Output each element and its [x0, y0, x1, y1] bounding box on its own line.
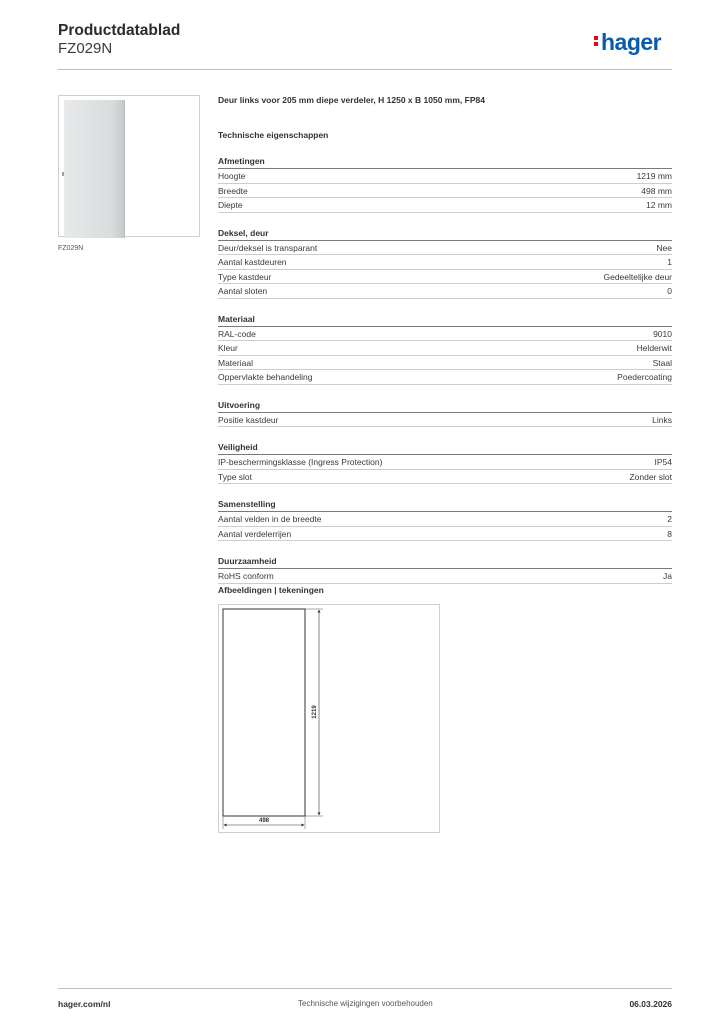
- spec-section-title: Afmetingen: [218, 156, 672, 169]
- spec-row: [218, 341, 672, 356]
- drawing-svg: [219, 605, 439, 832]
- spec-label: Breedte: [218, 185, 248, 196]
- height-dimension-label: 1219: [312, 705, 318, 719]
- spec-value: Ja: [663, 571, 672, 581]
- product-image: [58, 95, 200, 237]
- spec-section-title: Veiligheid: [218, 442, 672, 455]
- footer-website-link[interactable]: hager.com/nl: [58, 999, 111, 1009]
- spec-row: [218, 270, 672, 285]
- spec-section: [218, 556, 672, 584]
- page-title: Productdatablad: [58, 22, 181, 39]
- spec-value: 12 mm: [646, 200, 672, 210]
- footer-divider: [58, 988, 672, 989]
- spec-label: IP-beschermingsklasse (Ingress Protection): [218, 457, 383, 467]
- header-divider: [58, 69, 672, 70]
- spec-value: 2: [667, 514, 672, 524]
- spec-section-title: Samenstelling: [218, 499, 672, 512]
- spec-section: [218, 499, 672, 541]
- spec-row: [218, 327, 672, 342]
- spec-label: Aantal kastdeuren: [218, 257, 287, 267]
- spec-value: 9010: [653, 328, 672, 339]
- spec-label: Oppervlakte behandeling: [218, 372, 313, 382]
- spec-value: Zonder slot: [629, 471, 672, 482]
- spec-label: Deur/deksel is transparant: [218, 242, 318, 253]
- spec-row: [218, 470, 672, 485]
- spec-label: Positie kastdeur: [218, 414, 279, 425]
- spec-value: 1219 mm: [636, 171, 672, 181]
- spec-label: Materiaal: [218, 357, 253, 368]
- logo-dots-icon: [594, 34, 599, 48]
- spec-row: [218, 569, 672, 584]
- spec-section-title: Uitvoering: [218, 400, 672, 413]
- spec-value: 498 mm: [641, 185, 672, 196]
- product-code: FZ029N: [58, 40, 113, 57]
- spec-value: 0: [667, 286, 672, 296]
- spec-row: [218, 198, 672, 213]
- hager-logo: [594, 29, 661, 56]
- spec-label: Aantal verdelerrijen: [218, 528, 292, 539]
- spec-value: Nee: [656, 242, 672, 253]
- spec-row: [218, 455, 672, 470]
- spec-value: Links: [652, 414, 672, 425]
- door-image: [64, 100, 125, 238]
- spec-row: [218, 356, 672, 371]
- specification-sections: [218, 156, 672, 584]
- spec-section: [218, 442, 672, 484]
- spec-label: RAL-code: [218, 328, 256, 339]
- spec-value: 8: [667, 528, 672, 539]
- spec-label: Kleur: [218, 343, 238, 353]
- spec-section-title: Duurzaamheid: [218, 556, 672, 569]
- technical-drawing: [218, 604, 440, 833]
- spec-section-title: Materiaal: [218, 314, 672, 327]
- spec-row: [218, 184, 672, 199]
- spec-label: Type slot: [218, 471, 253, 482]
- spec-value: Poedercoating: [617, 372, 672, 382]
- spec-label: Diepte: [218, 200, 243, 210]
- spec-label: Aantal sloten: [218, 286, 268, 296]
- footer-date: 06.03.2026: [629, 999, 672, 1009]
- spec-value: Gedeeltelijke deur: [603, 271, 672, 282]
- specification-content: [218, 95, 672, 584]
- product-image-caption: FZ029N: [58, 245, 84, 252]
- spec-value: Staal: [652, 357, 672, 368]
- spec-value: IP54: [654, 457, 672, 467]
- door-outline: [223, 609, 305, 816]
- spec-row: [218, 241, 672, 256]
- spec-label: Hoogte: [218, 171, 246, 181]
- spec-label: Type kastdeur: [218, 271, 272, 282]
- spec-section-title: Deksel, deur: [218, 228, 672, 241]
- spec-section: [218, 228, 672, 299]
- spec-value: 1: [667, 257, 672, 267]
- spec-row: [218, 413, 672, 428]
- spec-row: [218, 370, 672, 385]
- images-heading: Afbeeldingen | tekeningen: [218, 585, 324, 595]
- spec-section: [218, 400, 672, 428]
- logo-text: hager: [601, 29, 662, 55]
- spec-row: [218, 512, 672, 527]
- spec-label: Aantal velden in de breedte: [218, 514, 322, 524]
- spec-value: Helderwit: [636, 343, 672, 353]
- footer-disclaimer: Technische wijzigingen voorbehouden: [298, 999, 433, 1008]
- spec-row: [218, 169, 672, 184]
- spec-row: [218, 527, 672, 542]
- width-dimension-label: 498: [258, 818, 270, 824]
- technical-properties-heading: Technische eigenschappen: [218, 130, 329, 140]
- product-description: Deur links voor 205 mm diepe verdeler, H 1250 x B 1050 mm, FP84: [218, 95, 485, 105]
- spec-row: [218, 255, 672, 270]
- spec-row: [218, 284, 672, 299]
- spec-section: [218, 314, 672, 385]
- spec-section: [218, 156, 672, 213]
- spec-label: RoHS conform: [218, 571, 274, 581]
